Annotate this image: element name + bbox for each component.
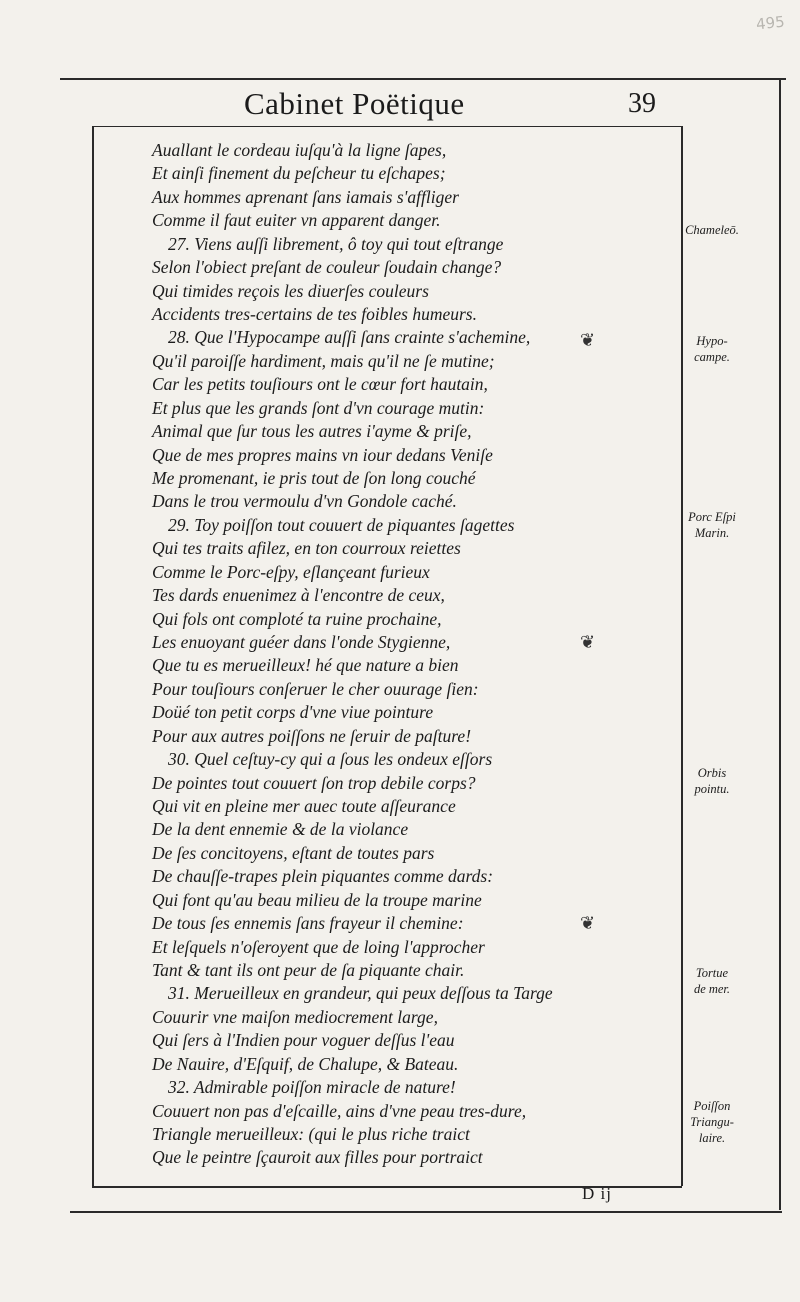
margin-note: [668, 965, 756, 997]
fleuron-ornament: ❦: [580, 330, 596, 351]
margin-note-line: pointu.: [694, 782, 730, 796]
text-line: Et plus que les grands ſont d'vn courage mutin:: [152, 397, 485, 418]
margin-note-line: Triangu-: [690, 1115, 734, 1129]
text-line: Comme le Porc-eſpy, eſlançeant furieux: [152, 561, 430, 582]
text-line: Qui font qu'au beau milieu de la troupe marine: [152, 889, 482, 910]
text-line: De chauſſe-trapes plein piquantes comme dards:: [152, 866, 494, 887]
frame-top-rule: [92, 126, 682, 127]
text-line: Que le peintre ſçauroit aux filles pour portraict: [152, 1147, 483, 1168]
signature-mark: D ij: [582, 1184, 612, 1203]
margin-note-line: Orbis: [697, 766, 727, 780]
pencil-folio-mark: 495: [755, 12, 786, 34]
text-line: Comme il faut euiter vn apparent danger.: [152, 210, 441, 231]
text-line: Selon l'obiect preſant de couleur ſoudain change?: [152, 257, 502, 278]
text-line: 31. Merueilleux en grandeur, qui peux deſſous ta Targe: [168, 983, 553, 1004]
text-line: 30. Quel ceſtuy-cy qui a ſous les ondeux eſſors: [168, 749, 493, 770]
margin-note: [668, 333, 756, 365]
fleuron-ornament: ❦: [580, 632, 596, 653]
margin-note-line: Chameleō.: [685, 223, 739, 237]
margin-note-line: de mer.: [693, 982, 731, 996]
top-rule: [60, 78, 786, 80]
text-line: Qui fols ont comploté ta ruine prochaine,: [152, 608, 442, 629]
text-line: Qui ſers à l'Indien pour voguer deſſus l'eau: [152, 1030, 455, 1051]
outer-right-rule: [779, 80, 781, 1210]
text-line: Triangle merueilleux: (qui le plus riche traict: [152, 1124, 470, 1145]
text-line: Auallant le cordeau iuſqu'à la ligne ſapes,: [152, 140, 447, 160]
text-line: De Nauire, d'Eſquif, de Chalupe, & Bateau.: [152, 1053, 459, 1074]
page-number: 39: [628, 88, 656, 119]
margin-note: [668, 765, 756, 797]
frame-right-rule: [681, 126, 683, 1186]
text-line: Couuert non pas d'eſcaille, ains d'vne peau tres-dure,: [152, 1100, 527, 1121]
text-line: Dans le trou vermoulu d'vn Gondole caché.: [152, 491, 457, 512]
margin-note-line: campe.: [694, 350, 730, 364]
text-line: Qui timides reçois les diuerſes couleurs: [152, 280, 429, 301]
margin-note-line: Tortue: [695, 966, 729, 980]
margin-note-line: Marin.: [694, 526, 730, 540]
text-line: Et leſquels n'oſeroyent que de loing l'approcher: [152, 936, 485, 957]
text-line: De tous ſes ennemis ſans frayeur il chemine:: [152, 913, 464, 934]
text-line: Accidents tres-certains de tes foibles humeurs.: [152, 304, 477, 324]
text-line: Me promenant, ie pris tout de ſon long couché: [152, 468, 476, 489]
fleuron-ornament: ❦: [580, 913, 596, 934]
text-line: 29. Toy poiſſon tout couuert de piquantes ſagettes: [168, 514, 515, 535]
margin-note: [668, 509, 756, 541]
bottom-rule: [70, 1211, 782, 1213]
text-line: Les enuoyant guéer dans l'onde Stygienne,: [152, 632, 451, 653]
text-line: De pointes tout couuert ſon trop debile corps?: [152, 772, 476, 793]
frame-left-rule: [92, 126, 94, 1186]
text-line: Que tu es merueilleux! hé que nature a bien: [152, 655, 459, 676]
text-line: 27. Viens auſſi librement, ô toy qui tout eſtrange: [168, 233, 504, 254]
text-line: De la dent ennemie & de la violance: [152, 819, 409, 840]
text-line: Qui tes traits afilez, en ton courroux reiettes: [152, 538, 461, 559]
text-line: Car les petits touſiours ont le cœur fort hautain,: [152, 374, 488, 395]
text-line: Couurir vne maiſon mediocrement large,: [152, 1006, 438, 1027]
text-line: Et ainſi finement du peſcheur tu eſchapes;: [152, 163, 446, 184]
text-line: Qu'il paroiſſe hardiment, mais qu'il ne ſe mutine;: [152, 350, 495, 371]
text-line: De ſes concitoyens, eſtant de toutes pars: [152, 842, 435, 863]
margin-note-line: Hypo-: [696, 334, 728, 348]
margin-note-line: laire.: [698, 1131, 726, 1145]
running-title: Cabinet Poëtique: [244, 86, 465, 121]
text-line: Qui vit en pleine mer auec toute aſſeurance: [152, 796, 456, 817]
running-head: [0, 86, 800, 126]
text-line: 32. Admirable poiſſon miracle de nature!: [168, 1077, 456, 1098]
text-line: Que de mes propres mains vn iour dedans Veniſe: [152, 444, 493, 465]
margin-note: [668, 222, 756, 238]
text-line: Tes dards enuenimez à l'encontre de ceux,: [152, 585, 445, 606]
text-line: Aux hommes aprenant ſans iamais s'affliger: [152, 186, 459, 207]
margin-note-line: Porc Eſpi: [688, 510, 736, 524]
text-line: Pour touſiours conſeruer le cher ouurage ſien:: [152, 678, 479, 699]
text-line: Animal que ſur tous les autres i'ayme & priſe,: [152, 421, 472, 442]
text-line: Tant & tant ils ont peur de ſa piquante chair.: [152, 960, 465, 981]
text-line: Doüé ton petit corps d'vne viue pointure: [152, 702, 434, 723]
text-line: 28. Que l'Hypocampe auſſi ſans crainte s'achemine,: [168, 327, 531, 348]
margin-note: [668, 1098, 756, 1146]
text-line: Pour aux autres poiſſons ne ſeruir de paſture!: [152, 725, 472, 746]
margin-note-line: Poiſſon: [693, 1099, 731, 1113]
